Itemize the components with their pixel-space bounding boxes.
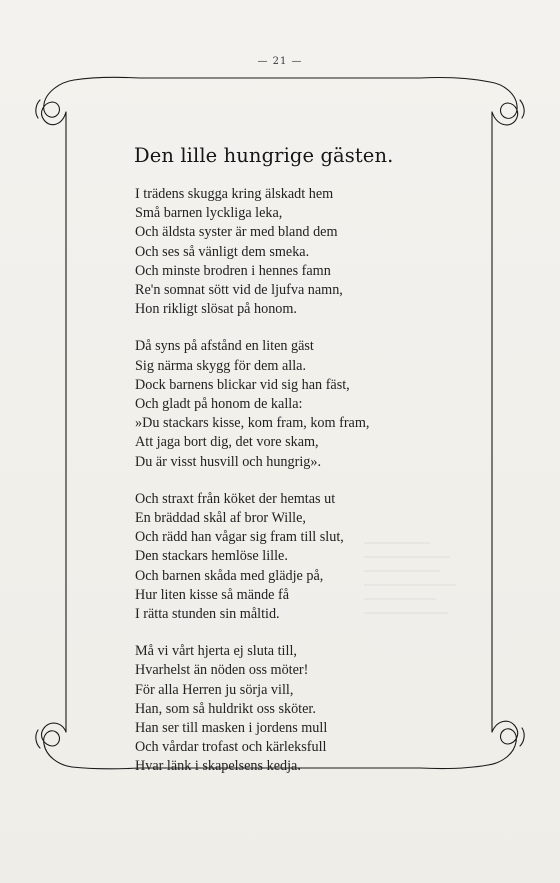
poem-line: Må vi vårt hjerta ej sluta till, (135, 643, 297, 660)
page-number: — 21 — (257, 56, 303, 67)
poem-line: Då syns på afstånd en liten gäst (135, 338, 314, 355)
poem-title: Den lille hungrige gästen. (134, 144, 394, 167)
poem-body (135, 185, 369, 795)
poem-line: I trädens skugga kring älskadt hem (135, 186, 334, 202)
poem-line: Och vårdar trofast och kärleksfull (135, 739, 327, 756)
poem-line: Och barnen skåda med glädje på, (135, 567, 324, 584)
stanza-4 (135, 642, 369, 776)
poem-line: Re'n somnat sött vid de ljufva namn, (135, 282, 343, 299)
poem-line: Han, som så huldrikt oss sköter. (135, 700, 316, 717)
poem-line: För alla Herren ju sörja vill, (135, 681, 294, 698)
stanza-2 (135, 337, 369, 471)
poem-line: Hvar länk i skapelsens kedja. (135, 758, 301, 775)
poem-line: Sig närma skygg för dem alla. (135, 357, 306, 374)
poem-line: Han ser till masken i jordens mull (135, 720, 328, 737)
poem-line: Och minste brodren i hennes famn (135, 262, 331, 279)
poem-line: Den stackars hemlöse lille. (135, 548, 288, 565)
poem-line: Och gladt på honom de kalla: (135, 396, 303, 413)
poem-line: Och rädd han vågar sig fram till slut, (135, 529, 344, 546)
stanza-3 (135, 490, 369, 624)
poem-line: Och straxt från köket der hemtas ut (135, 490, 336, 507)
poem-line: Du är visst husvill och hungrig». (135, 453, 322, 470)
poem-line: Och äldsta syster är med bland dem (135, 224, 338, 241)
poem-line: Hvarhelst än nöden oss möter! (135, 662, 309, 679)
poem-line: Och ses så vänligt dem smeka. (135, 243, 310, 260)
poem-line: Dock barnens blickar vid sig han fäst, (135, 376, 350, 393)
poem-line: Hur liten kisse så mände få (135, 586, 290, 603)
bleed-through-texture (360, 535, 480, 625)
stanza-1 (135, 185, 369, 319)
poem-line: Små barnen lyckliga leka, (135, 205, 283, 222)
poem-line: Att jaga bort dig, det vore skam, (135, 434, 319, 451)
poem-line: En bräddad skål af bror Wille, (135, 510, 306, 527)
poem-line: Hon rikligt slösat på honom. (135, 301, 297, 318)
poem-line: »Du stackars kisse, kom fram, kom fram, (135, 415, 370, 432)
poem-line: I rätta stunden sin måltid. (135, 606, 280, 623)
